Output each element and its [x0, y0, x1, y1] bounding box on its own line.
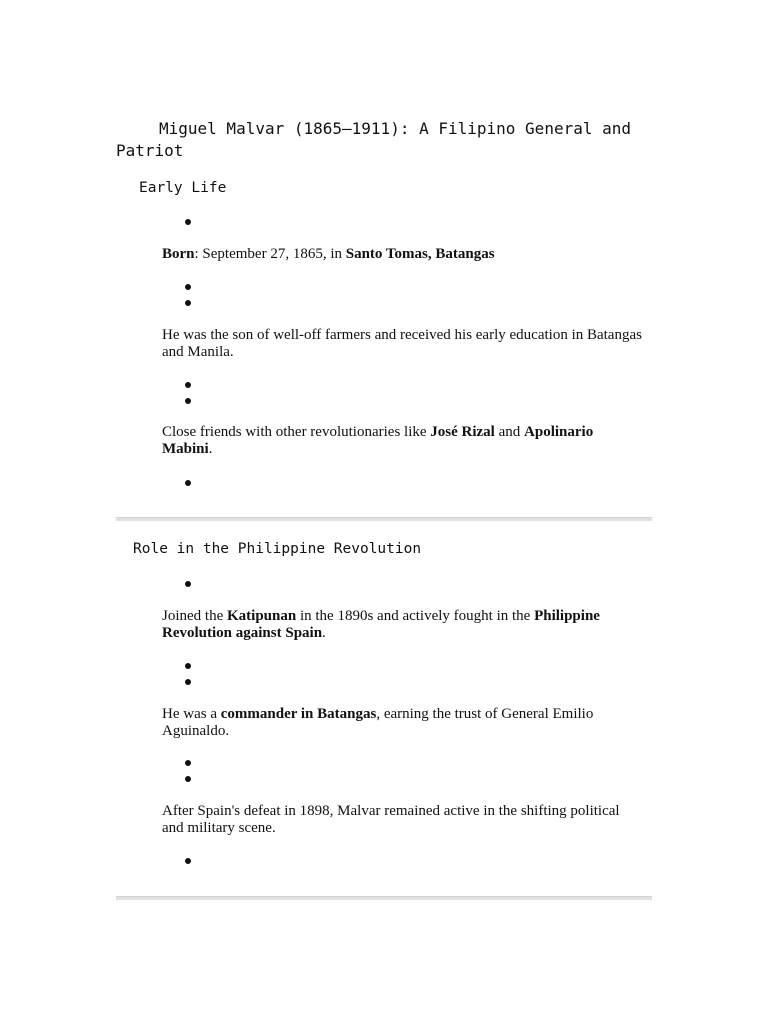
bullet-icon — [185, 581, 191, 587]
text-segment: Close friends with other revolutionaries like — [162, 424, 431, 440]
bullet-icon — [185, 858, 191, 864]
paragraph — [162, 327, 642, 361]
text-segment: and — [494, 424, 525, 440]
text-segment: After Spain's defeat in 1898, Malvar remained active in the shifting political and military scene. — [162, 803, 620, 836]
text-segment: , earning the trust of General Emilio Aguinaldo. — [162, 706, 594, 739]
bold-text: Katipunan — [227, 608, 297, 624]
paragraph — [162, 803, 642, 837]
section-divider — [116, 517, 652, 521]
bullet-icon — [185, 398, 191, 404]
paragraph — [162, 706, 642, 740]
page-title: Miguel Malvar (1865–1911): A Filipino General and Patriot — [116, 119, 632, 160]
bullet-icon — [185, 382, 191, 388]
section-heading-early-life: Early Life — [139, 180, 227, 196]
paragraph — [162, 424, 642, 458]
section-heading-revolution: Role in the Philippine Revolution — [133, 541, 422, 557]
text-segment: He was a — [162, 706, 221, 722]
bold-text: commander in Batangas — [220, 706, 377, 722]
bullet-icon — [185, 760, 191, 766]
bold-text: Born — [162, 246, 195, 262]
paragraph — [162, 608, 642, 642]
text-segment: . — [322, 625, 326, 641]
bullet-icon — [185, 776, 191, 782]
paragraph — [162, 246, 642, 263]
bold-text: José Rizal — [430, 424, 495, 440]
bullet-icon — [185, 284, 191, 290]
bullet-icon — [185, 663, 191, 669]
text-segment: . — [208, 441, 213, 457]
text-segment: in the 1890s and actively fought in the — [296, 608, 535, 624]
bold-text: Santo Tomas, Batangas — [345, 246, 495, 262]
bullet-icon — [185, 480, 191, 486]
text-segment: Joined the — [162, 608, 227, 624]
text-segment: : September 27, 1865, in — [194, 246, 346, 262]
bullet-icon — [185, 219, 191, 225]
bold-text: Philippine Revolution against Spain — [162, 608, 600, 641]
bullet-icon — [185, 679, 191, 685]
bold-text: Apolinario Mabini — [162, 424, 594, 457]
section-divider — [116, 896, 652, 900]
text-segment: He was the son of well-off farmers and received his early education in Batangas and Manila. — [162, 327, 642, 360]
bullet-icon — [185, 300, 191, 306]
